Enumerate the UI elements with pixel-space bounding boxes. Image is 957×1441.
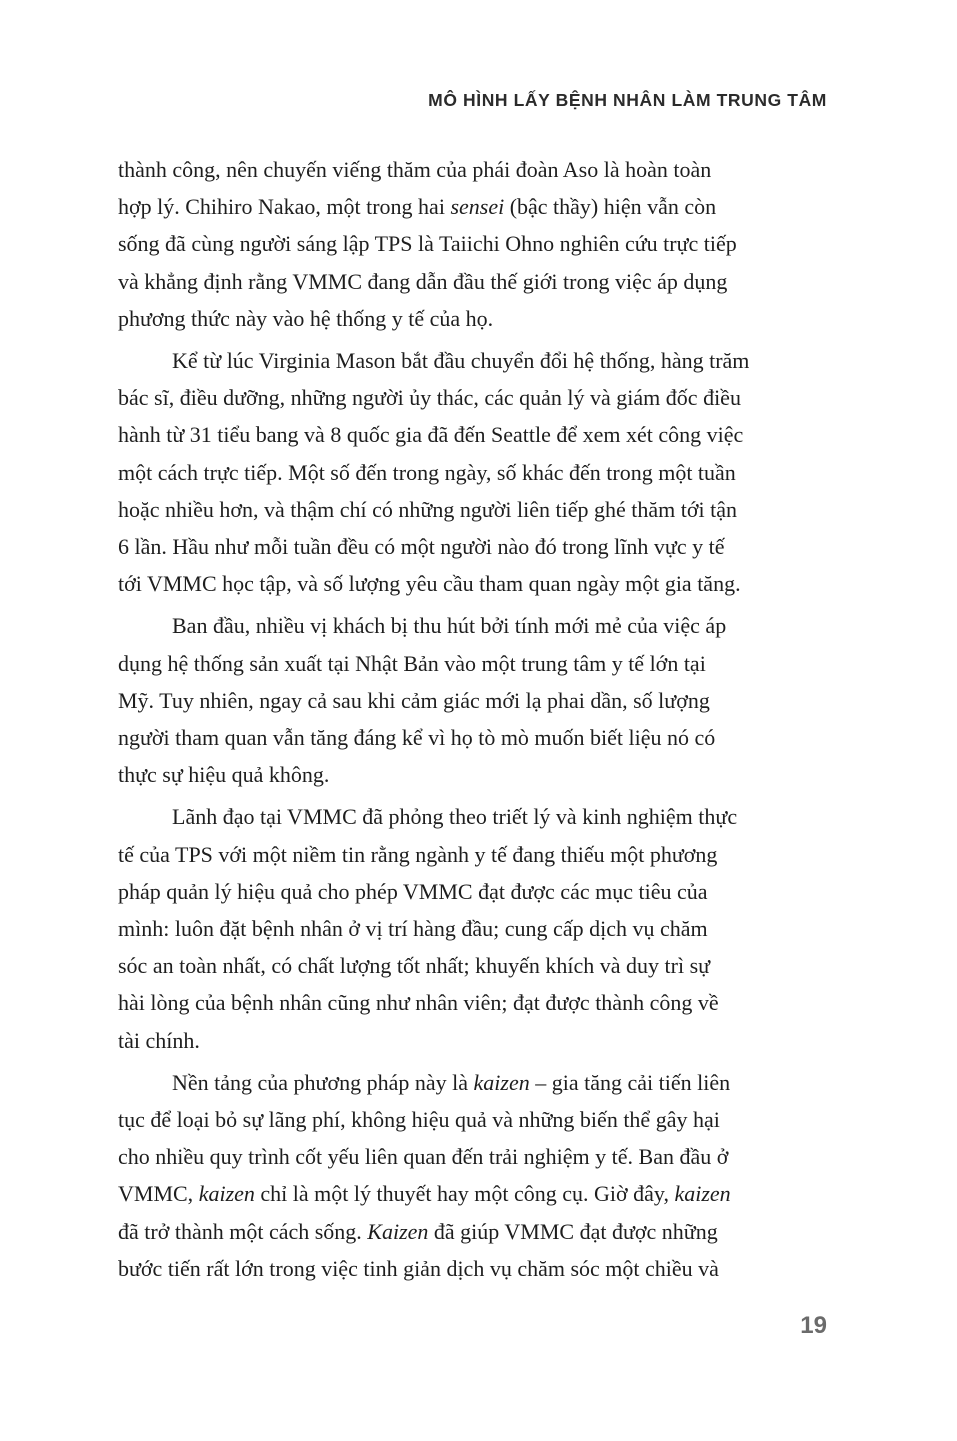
text-line: cho nhiều quy trình cốt yếu liên quan đến trải nghiệm y tế. Ban đầu ở [118, 1144, 729, 1170]
text-line: người tham quan vẫn tăng đáng kể vì họ tò mò muốn biết liệu nó có [118, 725, 716, 751]
text-line: VMMC, kaizen chỉ là một lý thuyết hay một công cụ. Giờ đây, kaizen [118, 1181, 731, 1207]
text-line: phương thức này vào hệ thống y tế của họ. [118, 305, 494, 331]
paragraph [118, 1064, 828, 1287]
paragraph [118, 798, 828, 1058]
italic-term: Kaizen [367, 1218, 429, 1244]
text-line: sống đã cùng người sáng lập TPS là Taiichi Ohno nghiên cứu trực tiếp [118, 231, 737, 257]
text-line: dụng hệ thống sản xuất tại Nhật Bản vào một trung tâm y tế lớn tại [118, 650, 706, 676]
text-line: tới VMMC học tập, và số lượng yêu cầu tham quan ngày một gia tăng. [118, 571, 741, 597]
text-line: Nền tảng của phương pháp này là kaizen – gia tăng cải tiến liên [172, 1069, 731, 1095]
text-line: và khẳng định rằng VMMC đang dẫn đầu thế giới trong việc áp dụng [118, 268, 728, 294]
text-line: tục để loại bỏ sự lãng phí, không hiệu quả và những biến thể gây hại [118, 1107, 720, 1133]
text-line: Kể từ lúc Virginia Mason bắt đầu chuyển đổi hệ thống, hàng trăm [172, 348, 750, 374]
paragraph [118, 342, 828, 602]
running-header: MÔ HÌNH LẤY BỆNH NHÂN LÀM TRUNG TÂM [428, 90, 827, 110]
italic-term: sensei [450, 194, 505, 220]
text-line: mình: luôn đặt bệnh nhân ở vị trí hàng đầu; cung cấp dịch vụ chăm [118, 916, 708, 942]
italic-term: kaizen [198, 1181, 255, 1207]
text-line: hành từ 31 tiểu bang và 8 quốc gia đã đến Seattle để xem xét công việc [118, 422, 744, 448]
italic-term: kaizen [674, 1181, 731, 1207]
text-line: tế của TPS với một niềm tin rằng ngành y tế đang thiếu một phương [118, 841, 718, 867]
italic-term: kaizen [473, 1069, 530, 1095]
text-line: hài lòng của bệnh nhân cũng như nhân viên; đạt được thành công về [118, 990, 719, 1016]
text-line: một cách trực tiếp. Một số đến trong ngày, số khác đến trong một tuần [118, 459, 736, 485]
text-line: đã trở thành một cách sống. Kaizen đã giúp VMMC đạt được những [118, 1218, 718, 1244]
text-line: thực sự hiệu quả không. [118, 762, 330, 788]
text-line: Mỹ. Tuy nhiên, ngay cả sau khi cảm giác mới lạ phai dần, số lượng [118, 687, 710, 713]
text-line: sóc an toàn nhất, có chất lượng tốt nhất; khuyến khích và duy trì sự [118, 953, 711, 979]
paragraph [118, 607, 828, 793]
body-text [118, 151, 828, 1292]
text-line: thành công, nên chuyến viếng thăm của phái đoàn Aso là hoàn toàn [118, 157, 712, 182]
text-line: tài chính. [118, 1027, 200, 1053]
page-number: 19 [800, 1312, 827, 1339]
paragraph [118, 151, 828, 337]
text-line: bước tiến rất lớn trong việc tinh giản dịch vụ chăm sóc một chiều và [118, 1255, 719, 1281]
text-line: bác sĩ, điều dưỡng, những người ủy thác, các quản lý và giám đốc điều [118, 385, 741, 411]
text-line: Lãnh đạo tại VMMC đã phỏng theo triết lý và kinh nghiệm thực [172, 804, 738, 830]
text-line: 6 lần. Hầu như mỗi tuần đều có một người nào đó trong lĩnh vực y tế [118, 534, 725, 560]
text-line: Ban đầu, nhiều vị khách bị thu hút bởi tính mới mẻ của việc áp [172, 613, 727, 639]
text-line: hoặc nhiều hơn, và thậm chí có những người liên tiếp ghé thăm tới tận [118, 496, 737, 522]
text-line: pháp quản lý hiệu quả cho phép VMMC đạt được các mục tiêu của [118, 878, 708, 904]
text-line: hợp lý. Chihiro Nakao, một trong hai sensei (bậc thầy) hiện vẫn còn [118, 194, 717, 220]
